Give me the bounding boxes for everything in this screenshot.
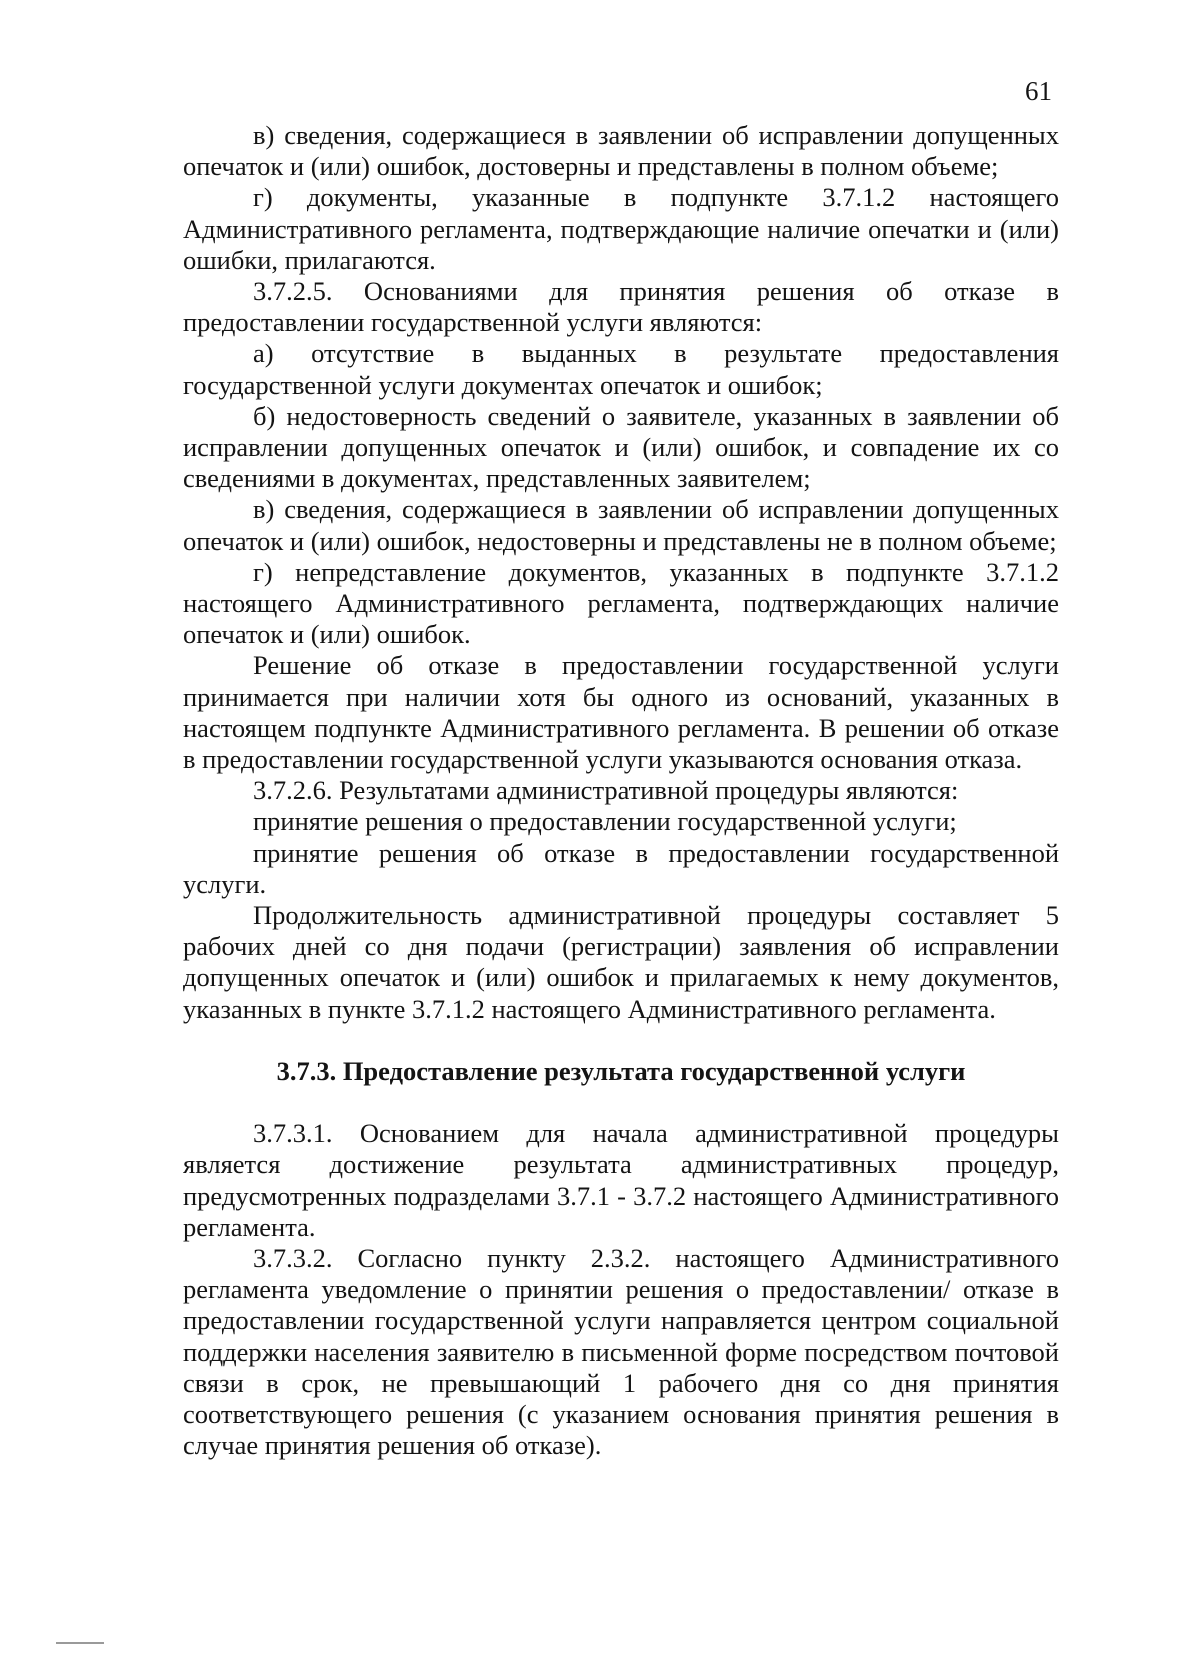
paragraph: б) недостоверность сведений о заявителе, указанных в заявлении об исправлении допущенных опечаток и (или) ошибок, и совпадение их со сведениями в документах, представленных заявителем; — [183, 400, 1059, 494]
paragraph: а) отсутствие в выданных в результате предоставления государственной услуги документах опечаток и ошибок; — [183, 338, 1059, 400]
paragraph: г) документы, указанные в подпункте 3.7.1.2 настоящего Административного регламента, подтверждающие наличие опечатки и (или) ошибки, прилагаются. — [183, 182, 1059, 275]
paragraph: принятие решения о предоставлении государственной услуги; — [253, 806, 957, 837]
paragraph: 3.7.3.2. Согласно пункту 2.3.2. настоящего Административного регламента уведомление о принятии решения о предоставлении/ отказе в предоставлении государственной услуги направляется центром социальной поддержки населения заявителю в письменной форме посредством почтовой связи в срок, не превышающий 1 рабочего дня со дня принятия соответствующего решения (с указанием основания принятия решения в случае принятия решения об отказе). — [183, 1242, 1059, 1461]
paragraph: 3.7.3.1. Основанием для начала административной процедуры является достижение результата административных процедур, предусмотренных подразделами 3.7.1 - 3.7.2 настоящего Административного регламента. — [183, 1118, 1059, 1242]
paragraph: Решение об отказе в предоставлении государственной услуги принимается при наличии хотя бы одного из оснований, указанных в настоящем подпункте Административного регламента. В решении об отказе в предоставлении государственной услуги указываются основания отказа. — [183, 650, 1059, 775]
paragraph: принятие решения об отказе в предоставлении государственной услуги. — [183, 837, 1059, 899]
document-body — [183, 120, 1059, 1461]
paragraph: Продолжительность административной процедуры составляет 5 рабочих дней со дня подачи (регистрации) заявления об исправлении допущенных опечаток и (или) ошибок и прилагаемых к нему документов, указанных в пункте 3.7.1.2 настоящего Административного регламента. — [183, 900, 1059, 1024]
page-number: 61 — [1025, 76, 1052, 106]
paragraph: 3.7.2.5. Основаниями для принятия решения об отказе в предоставлении государственной услуги являются: — [183, 276, 1059, 338]
paragraph: 3.7.2.6. Результатами административной процедуры являются: — [253, 775, 959, 806]
paragraph: в) сведения, содержащиеся в заявлении об исправлении допущенных опечаток и (или) ошибок, достоверны и представлены в полном объеме; — [183, 120, 1059, 182]
scan-edge-mark — [56, 1642, 104, 1644]
paragraph: в) сведения, содержащиеся в заявлении об исправлении допущенных опечаток и (или) ошибок, недостоверны и представлены не в полном объеме; — [183, 494, 1059, 556]
paragraph: г) непредставление документов, указанных в подпункте 3.7.1.2 настоящего Административного регламента, подтверждающих наличие опечаток и (или) ошибок. — [183, 556, 1059, 650]
section-heading: 3.7.3. Предоставление результата государственной услуги — [276, 1055, 966, 1086]
